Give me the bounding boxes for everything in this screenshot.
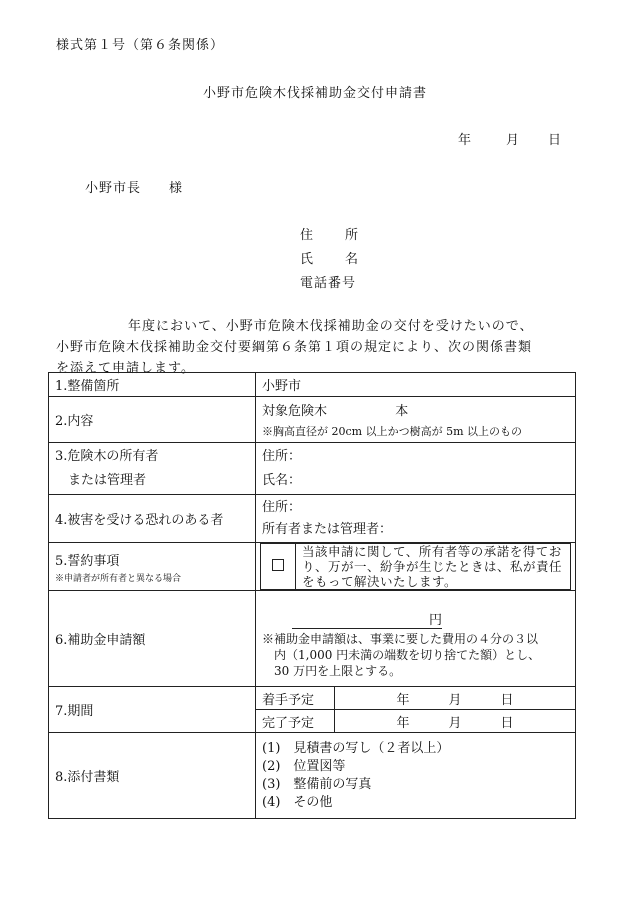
table-row: [49, 495, 576, 543]
subsidy-note-line-2: 内（1,000 円未満の端数を切り捨てた額）とし、: [262, 647, 541, 662]
pledge-note: ※申請者が所有者と異なる場合: [55, 573, 182, 584]
subsidy-note-line-1: ※補助金申請額は、事業に要した費用の４分の３以: [262, 631, 539, 646]
applicant-name-label: 氏 名: [300, 252, 361, 267]
yen-unit: 円: [428, 612, 442, 628]
subsidy-amount-field[interactable]: [292, 613, 442, 629]
owner-name-field[interactable]: 氏名：: [262, 472, 302, 488]
table-row: [49, 443, 576, 495]
attachment-item: (1) 見積書の写し（２者以上）: [262, 740, 450, 756]
period-label: 7.期間: [49, 687, 256, 733]
date-day-label: 日: [548, 133, 562, 148]
target-tree-label: 対象危険木: [262, 404, 328, 419]
pledge-text-line-3: をもって解決いたします。: [302, 574, 458, 589]
owner-address-field[interactable]: 住所：: [262, 448, 302, 464]
pledge-text-line-1: 当該申請に関して、所有者等の承諾を得てお: [302, 544, 562, 559]
applicant-address-label: 住 所: [300, 228, 361, 243]
pledge-text-line-2: り、万が一、紛争が生じたときは、私が責任: [302, 559, 563, 574]
content-note: ※胸高直径が 20cm 以上かつ樹高が 5m 以上のもの: [262, 425, 523, 438]
date-year-label: 年: [458, 133, 472, 148]
intro-line-3: を添えて申請します。: [56, 361, 195, 376]
owner-label-line-1: 3.危険木の所有者: [55, 448, 159, 464]
owner-label: [49, 443, 256, 495]
content-label: 2.内容: [49, 397, 256, 443]
subsidy-amount-cell: [256, 591, 576, 687]
intro-paragraph: [56, 316, 576, 379]
applicant-phone-label: 電話番号: [300, 276, 357, 291]
affected-party-label: 4.被害を受ける恐れのある者: [49, 495, 256, 543]
table-row: [49, 687, 576, 733]
pledge-checkbox[interactable]: [272, 559, 284, 571]
attachment-item: (2) 位置図等: [262, 758, 346, 774]
attachments-label: 8.添付書類: [49, 733, 256, 819]
attachment-item: (4) その他: [262, 794, 333, 810]
table-row: [49, 397, 576, 443]
affected-address-field[interactable]: 住所：: [262, 499, 302, 515]
owner-cell: [256, 443, 576, 495]
document-title: 小野市危険木伐採補助金交付申請書: [202, 86, 427, 101]
pledge-title: 5.誓約事項: [55, 553, 120, 569]
intro-line-1: 年度において、小野市危険木伐採補助金の交付を受けたいので、: [128, 319, 534, 334]
form-number: 様式第１号（第６条関係）: [56, 38, 225, 53]
application-table: [48, 372, 576, 819]
period-cell: [256, 687, 576, 733]
start-date-field[interactable]: 年 月 日: [335, 687, 576, 710]
subsidy-amount-label: 6.補助金申請額: [49, 591, 256, 687]
attachment-item: (3) 整備前の写真: [262, 776, 372, 792]
content-cell: [256, 397, 576, 443]
pledge-label: [49, 543, 256, 591]
affected-party-cell: [256, 495, 576, 543]
location-value: 小野市: [256, 373, 576, 397]
attachments-cell: [256, 733, 576, 819]
pledge-cell: [256, 543, 576, 591]
start-planned-label: 着手予定: [256, 687, 335, 710]
table-row: [49, 591, 576, 687]
intro-line-2: 小野市危険木伐採補助金交付要綱第６条第１項の規定により、次の関係書類: [56, 340, 533, 355]
end-date-field[interactable]: 年 月 日: [335, 710, 576, 733]
table-row: [49, 543, 576, 591]
table-row: [49, 733, 576, 819]
affected-owner-field[interactable]: 所有者または管理者：: [262, 521, 393, 537]
tree-count-unit: 本: [395, 404, 409, 419]
subsidy-note-line-3: 30 万円を上限とする。: [262, 663, 402, 678]
owner-label-line-2: または管理者: [55, 472, 147, 488]
date-month-label: 月: [506, 133, 520, 148]
location-label: 1.整備箇所: [49, 373, 256, 397]
addressee: 小野市長 様: [85, 181, 184, 196]
table-row: [49, 373, 576, 397]
end-planned-label: 完了予定: [256, 710, 335, 733]
